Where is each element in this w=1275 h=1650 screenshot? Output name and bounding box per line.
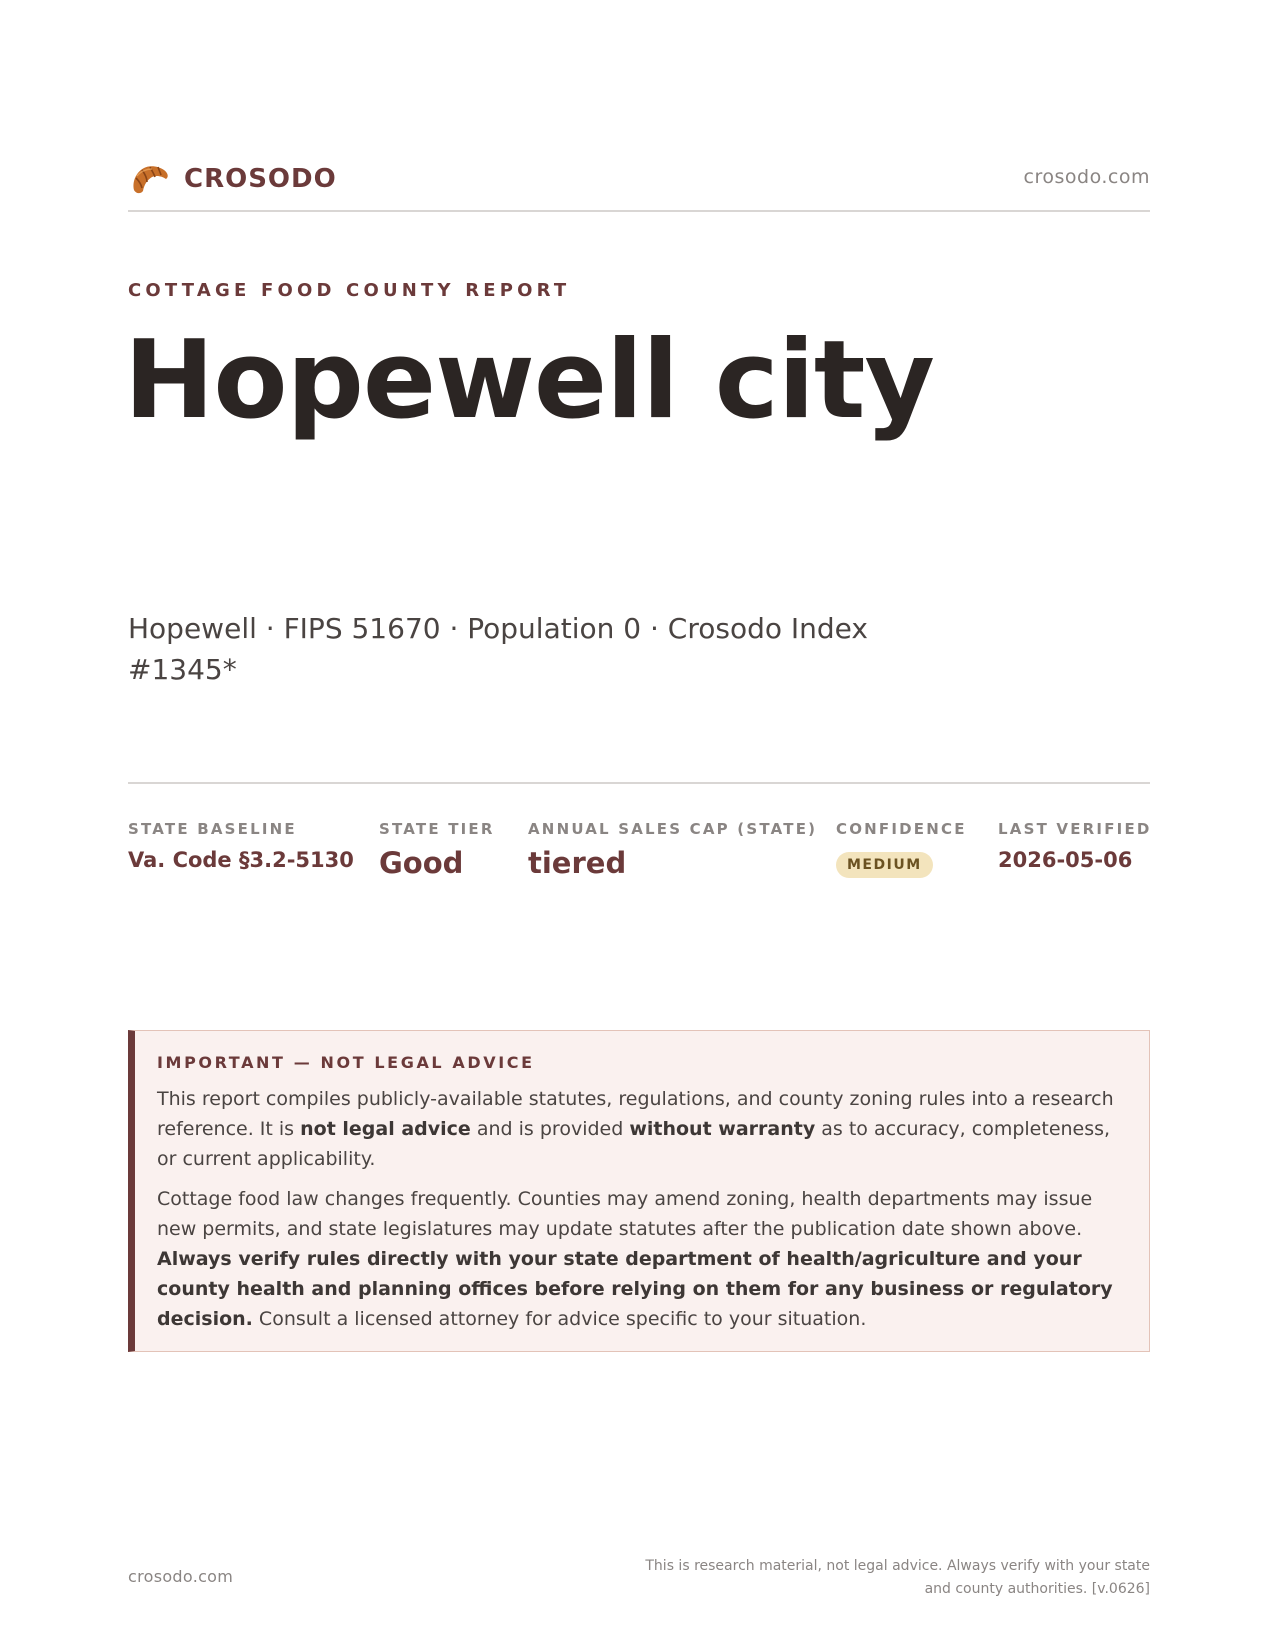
notice-paragraph: Cottage food law changes frequently. Counties may amend zoning, health departments may issue new permits, and state legislatures may update statutes after the publication date shown above. Always verify rules directly with your state department of health/agriculture and your county health and planning offices before relying on them for any business or regulatory decision. Consult a licensed attorney for advice specific to your situation. [157,1188,1113,1330]
brand-name: CROSODO [184,164,337,194]
stat-state-tier [379,820,495,880]
page-title: Hopewell city [124,318,934,443]
brand-logo [128,160,337,198]
divider [128,782,1150,784]
stat-value: Good [379,846,464,880]
legal-notice [128,1030,1150,1352]
stat-label: CONFIDENCE [836,820,967,838]
status-badge: MEDIUM [836,852,933,878]
stat-state-baseline [128,820,354,872]
stat-value: 2026-05-06 [998,848,1133,872]
report-subtitle: Hopewell · FIPS 51670 · Population 0 · Crosodo Index #1345* [128,612,868,686]
stat-confidence [836,820,967,878]
stat-label: STATE BASELINE [128,820,297,838]
footer-url-link[interactable]: crosodo.com [128,1567,234,1586]
stat-label: ANNUAL SALES CAP (STATE) [528,820,818,838]
notice-heading: IMPORTANT — NOT LEGAL ADVICE [157,1053,535,1072]
notice-paragraph: This report compiles publicly-available statutes, regulations, and county zoning rules into a research reference. It is not legal advice and is provided without warranty as to accuracy, completeness, or current applicability. [157,1088,1114,1170]
stat-label: STATE TIER [379,820,495,838]
stat-value: Va. Code §3.2-5130 [128,848,354,872]
report-eyebrow: COTTAGE FOOD COUNTY REPORT [128,280,571,301]
croissant-icon [128,160,170,198]
stat-value: tiered [528,846,627,880]
brand-url-link[interactable]: crosodo.com [1023,166,1150,188]
header [128,158,1150,212]
stat-label: LAST VERIFIED [998,820,1152,838]
report-page [124,0,1152,1650]
footer-disclaimer: This is research material, not legal advice. Always verify with your state and county authorities. [v.0626] [645,1558,1150,1597]
stat-annual-sales-cap [528,820,817,880]
stat-last-verified [998,820,1152,872]
